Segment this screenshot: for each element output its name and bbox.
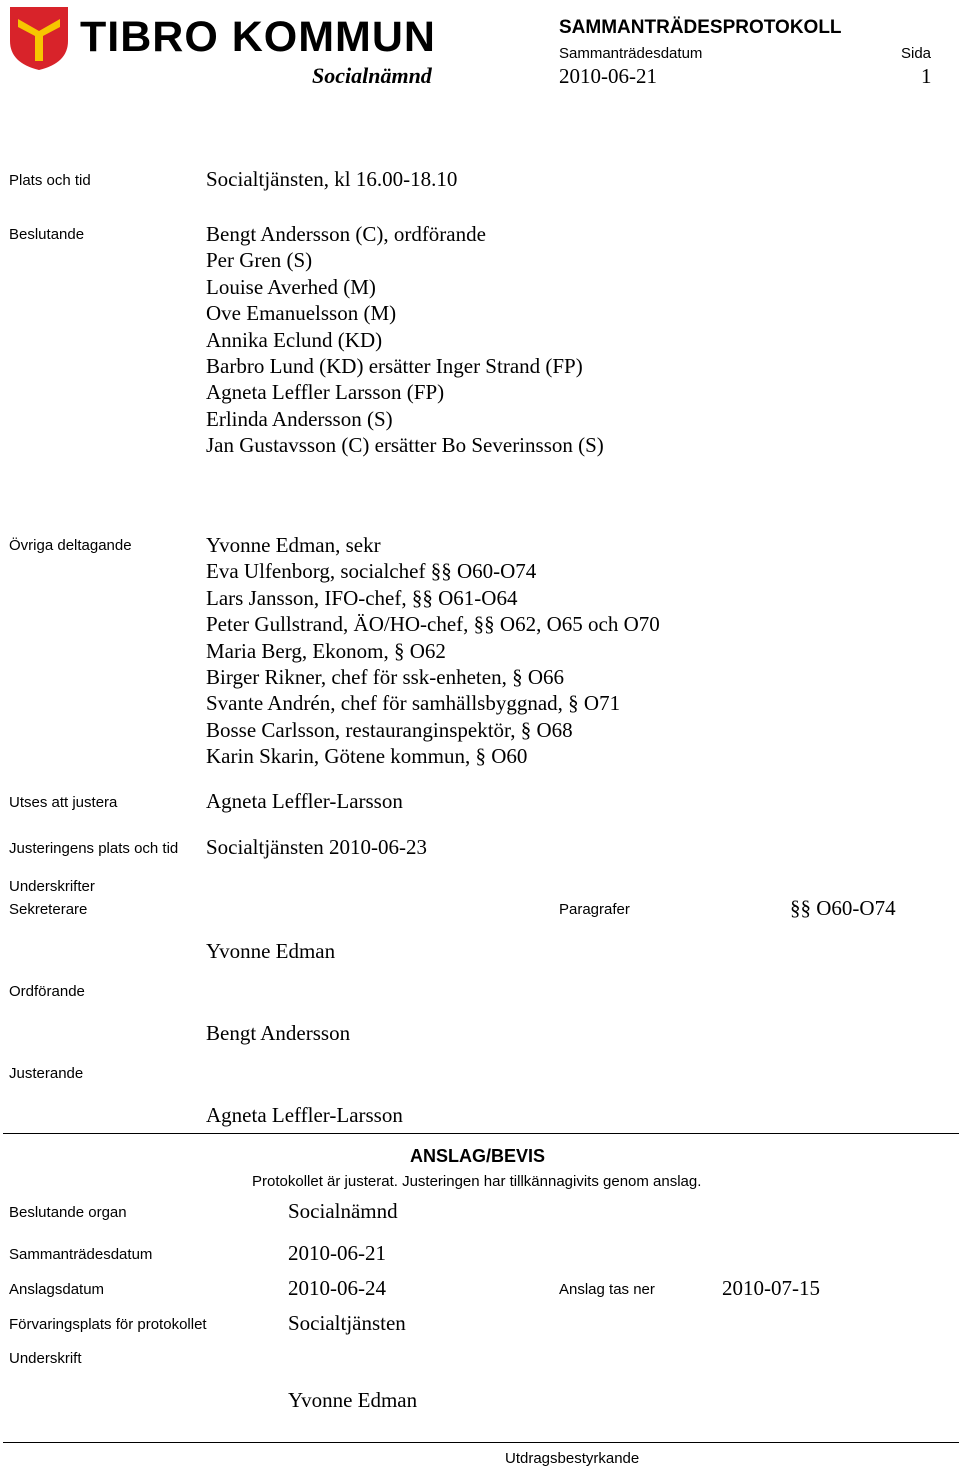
header-page-number: 1 bbox=[921, 64, 932, 88]
paragraphs-label: Paragrafer bbox=[559, 901, 630, 918]
organ-label: Beslutande organ bbox=[9, 1204, 127, 1221]
committee-name: Socialnämnd bbox=[312, 63, 432, 88]
notice-subtitle: Protokollet är justerat. Justeringen har tillkännagivits genom anslag. bbox=[252, 1173, 702, 1190]
others-label: Övriga deltagande bbox=[9, 537, 132, 554]
notice-title: ANSLAG/BEVIS bbox=[410, 1146, 546, 1166]
paragraphs-value: §§ O60-O74 bbox=[790, 896, 896, 920]
adjust-place-value: Socialtjänsten 2010-06-23 bbox=[206, 835, 428, 859]
header-date: 2010-06-21 bbox=[559, 64, 657, 88]
storage-value: Socialtjänsten bbox=[288, 1311, 406, 1335]
footer-label: Utdragsbestyrkande bbox=[505, 1450, 640, 1467]
other-participant: Yvonne Edman, sekr bbox=[206, 533, 381, 557]
decision-member: Barbro Lund (KD) ersätter Inger Strand (FP) bbox=[206, 353, 583, 378]
meeting-date-label: Sammanträdesdatum bbox=[9, 1246, 153, 1263]
others-list bbox=[206, 532, 660, 770]
organ-value: Socialnämnd bbox=[288, 1199, 398, 1223]
signatures-heading: Underskrifter bbox=[9, 878, 95, 895]
adjuster-sign-name: Agneta Leffler-Larsson bbox=[206, 1103, 403, 1127]
municipality-logo bbox=[8, 5, 438, 71]
divider-lower bbox=[3, 1442, 959, 1443]
decision-member: Agneta Leffler Larsson (FP) bbox=[206, 380, 445, 405]
chair-label: Ordförande bbox=[9, 983, 85, 1000]
document-type: SAMMANTRÄDESPROTOKOLL bbox=[559, 17, 842, 38]
storage-label: Förvaringsplats för protokollet bbox=[9, 1316, 207, 1333]
decision-member: Erlinda Andersson (S) bbox=[206, 406, 393, 431]
chair-name: Bengt Andersson bbox=[206, 1021, 351, 1045]
removed-label: Anslag tas ner bbox=[559, 1281, 655, 1298]
secretary-name: Yvonne Edman bbox=[206, 939, 336, 963]
divider-upper bbox=[3, 1133, 959, 1134]
decision-member: Ove Emanuelsson (M) bbox=[206, 301, 397, 326]
decision-member: Jan Gustavsson (C) ersätter Bo Severinsson (S) bbox=[206, 433, 604, 458]
decision-member: Annika Eclund (KD) bbox=[206, 327, 383, 352]
coat-of-arms-icon bbox=[8, 5, 70, 71]
adjust-place-label: Justeringens plats och tid bbox=[9, 840, 179, 857]
posted-label: Anslagsdatum bbox=[9, 1281, 105, 1298]
other-participant: Maria Berg, Ekonom, § O62 bbox=[206, 638, 446, 663]
signature-label: Underskrift bbox=[9, 1350, 82, 1367]
adjuster-label: Utses att justera bbox=[9, 794, 118, 811]
decision-members-list bbox=[206, 221, 604, 459]
logo-text: TIBRO KOMMUN bbox=[80, 13, 436, 61]
place-label: Plats och tid bbox=[9, 172, 91, 189]
other-participant: Svante Andrén, chef för samhällsbyggnad, § O71 bbox=[206, 691, 621, 716]
other-participant: Eva Ulfenborg, socialchef §§ O60-O74 bbox=[206, 559, 537, 584]
other-participant: Peter Gullstrand, ÄO/HO-chef, §§ O62, O65 och O70 bbox=[206, 612, 660, 637]
other-participant: Birger Rikner, chef för ssk-enheten, § O66 bbox=[206, 664, 565, 689]
header-page-label: Sida bbox=[901, 45, 932, 62]
removed-value: 2010-07-15 bbox=[722, 1276, 820, 1300]
other-participant: Karin Skarin, Götene kommun, § O60 bbox=[206, 744, 528, 769]
decision-member: Per Gren (S) bbox=[206, 248, 313, 273]
signature-name: Yvonne Edman bbox=[288, 1388, 418, 1412]
posted-value: 2010-06-24 bbox=[288, 1276, 386, 1300]
secretary-label: Sekreterare bbox=[9, 901, 88, 918]
other-participant: Bosse Carlsson, restauranginspektör, § O68 bbox=[206, 717, 573, 742]
header-date-label: Sammanträdesdatum bbox=[559, 45, 703, 62]
decision-member: Louise Averhed (M) bbox=[206, 274, 376, 299]
decision-label: Beslutande bbox=[9, 226, 85, 243]
place-value: Socialtjänsten, kl 16.00-18.10 bbox=[206, 167, 458, 191]
other-participant: Lars Jansson, IFO-chef, §§ O61-O64 bbox=[206, 585, 518, 610]
decision-member: Bengt Andersson (C), ordförande bbox=[206, 222, 486, 246]
meeting-date-value: 2010-06-21 bbox=[288, 1241, 386, 1265]
adjuster-sign-label: Justerande bbox=[9, 1065, 84, 1082]
adjuster-value: Agneta Leffler-Larsson bbox=[206, 789, 403, 813]
